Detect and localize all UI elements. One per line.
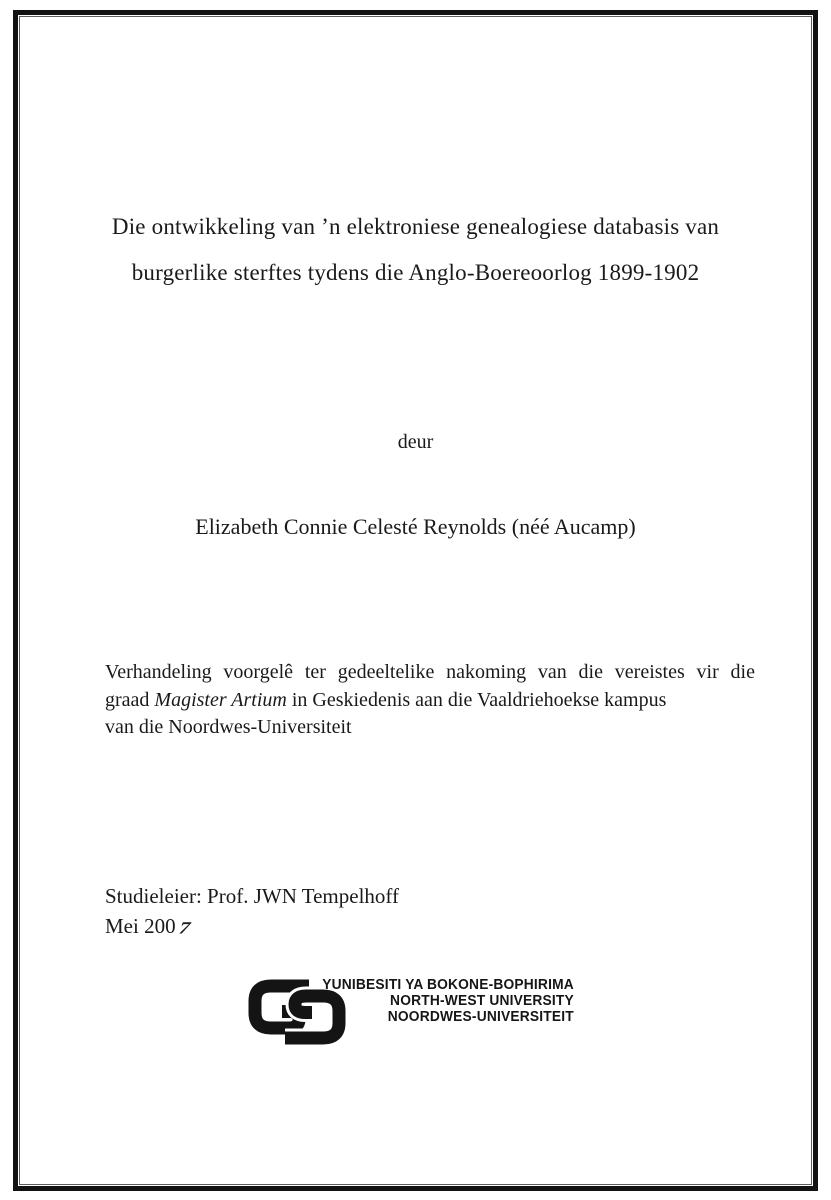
wordmark-line-afrikaans: NOORDWES-UNIVERSITEIT [387,1009,574,1025]
thesis-title-line-1: Die ontwikkeling van ’n elektroniese genealogiese databasis van [111,214,720,239]
author-name: Elizabeth Connie Celesté Reynolds (néé Aucamp) [195,514,636,539]
byline-label: deur [397,431,434,453]
statement-line-2-suffix: in Geskiedenis aan die Vaaldriehoekse kampus [286,688,667,711]
wordmark-line-english: NORTH-WEST UNIVERSITY [390,993,574,1009]
supervisor-block [105,881,399,941]
thesis-title-line-2: burgerlike sterftes tydens die Anglo-Boereoorlog 1899-1902 [131,260,700,285]
university-wordmark [322,977,574,1025]
supervisor-line: Studieleier: Prof. JWN Tempelhoff [105,884,400,908]
date-line [105,911,399,941]
scanned-seven-glyph: 7 [175,918,194,938]
degree-name: Magister Artium [154,688,287,711]
submission-statement-line-3: van die Noordwes-Universiteit [105,716,352,738]
date-prefix: Mei 200 [105,914,176,938]
submission-statement [105,659,755,742]
submission-statement-line-1: Verhandeling voorgelê ter gedeeltelike nakoming van die vereistes vir die [105,661,755,683]
wordmark-line-setswana: YUNIBESITI YA BOKONE-BOPHIRIMA [322,977,574,993]
thesis-title [60,204,771,296]
submission-statement-line-2 [105,687,755,715]
statement-line-2-prefix: graad [105,688,155,711]
